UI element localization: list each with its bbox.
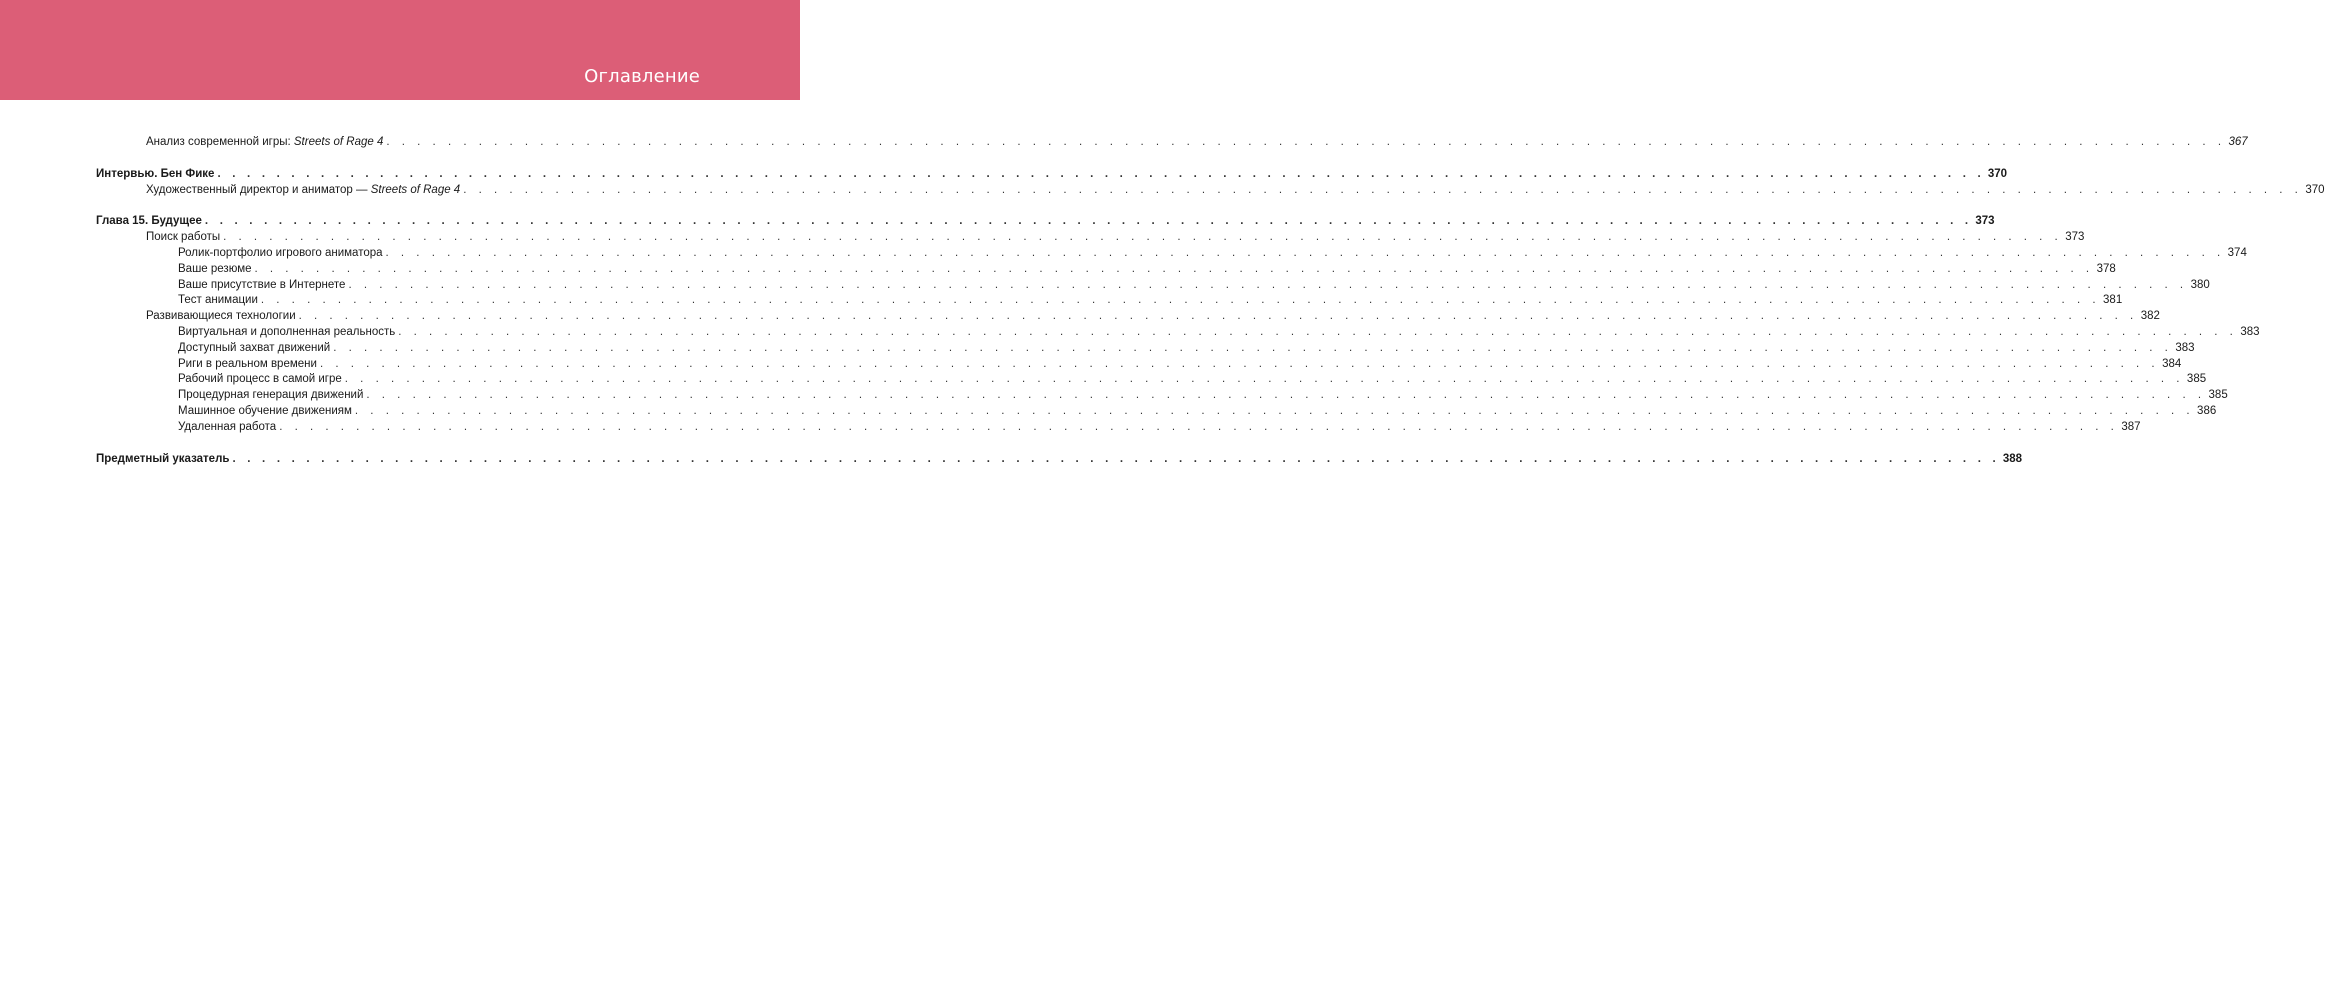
toc-entry-title-text: Художественный директор и аниматор — <box>146 183 371 196</box>
toc-entry-title <box>96 214 202 230</box>
toc-entry[interactable] <box>96 278 2210 294</box>
dot-leader: . . . . . . . . . . . . . . . . . . . . . . . . . . . . . . . . . . . . . . . . . . . . . . . . . . . . . . . . . . . . . . . . . . . . . . . . . . . . . . . . . . . . . . . . . . . . . . . . . . . . . . . . . . . . . . . . . . . . . . . . <box>223 231 2063 244</box>
toc-entry-title-text: Риги в реальном времени <box>178 357 317 370</box>
toc-entry-title <box>146 183 460 199</box>
toc-entry-title <box>178 246 383 262</box>
toc-entry[interactable] <box>96 388 2228 404</box>
toc-entry-page: 374 <box>2227 246 2247 259</box>
toc-entry-title <box>178 325 395 341</box>
toc-entry-page: 388 <box>2002 452 2023 465</box>
toc-entry-title <box>178 262 252 278</box>
toc-entry-page: 381 <box>2103 294 2123 307</box>
toc-entry-title <box>178 293 258 309</box>
section-gap <box>96 436 695 452</box>
section-gap <box>96 198 695 214</box>
toc-entry[interactable] <box>96 183 2325 199</box>
toc-entry-title <box>146 230 220 246</box>
toc-entry[interactable] <box>96 167 2008 183</box>
toc-entry-title-text: Ваше присутствие в Интернете <box>178 278 346 291</box>
dot-leader: . . . . . . . . . . . . . . . . . . . . . . . . . . . . . . . . . . . . . . . . . . . . . . . . . . . . . . . . . . . . . . . . . . . . . . . . . . . . . . . . . . . . . . . . . . . . . . . . . . . . . . . . . . . . . . . . . . . . . . . . <box>204 215 1973 228</box>
page-title: Оглавление <box>584 66 700 87</box>
toc-entry[interactable] <box>96 230 2085 246</box>
header-band <box>0 0 800 100</box>
toc-entry[interactable] <box>96 404 2217 420</box>
dot-leader: . . . . . . . . . . . . . . . . . . . . . . . . . . . . . . . . . . . . . . . . . . . . . . . . . . . . . . . . . . . . . . . . . . . . . . . . . . . . . . . . . . . . . . . . . . . . . . . . . . . . . . . . . . . . . . . . . . . . . . . . <box>398 325 2238 338</box>
toc-entry-title-text: Поиск работы <box>146 231 221 244</box>
toc-entry-title <box>178 420 276 436</box>
toc-entry-title-text: Доступный захват движений <box>178 341 331 354</box>
toc-entry-page: 380 <box>2190 278 2210 291</box>
toc-entry[interactable] <box>96 325 2260 341</box>
table-of-contents <box>96 135 2325 467</box>
toc-entry-title-text: Предметный указатель <box>96 452 230 465</box>
dot-leader: . . . . . . . . . . . . . . . . . . . . . . . . . . . . . . . . . . . . . . . . . . . . . . . . . . . . . . . . . . . . . . . . . . . . . . . . . . . . . . . . . . . . . . . . . . . . . . . . . . . . . . . . . . . . . . . . . . . . . . . . <box>385 246 2225 259</box>
dot-leader: . . . . . . . . . . . . . . . . . . . . . . . . . . . . . . . . . . . . . . . . . . . . . . . . . . . . . . . . . . . . . . . . . . . . . . . . . . . . . . . . . . . . . . . . . . . . . . . . . . . . . . . . . . . . . . . . . . . . . . . . <box>333 341 2173 354</box>
toc-entry[interactable] <box>96 372 2207 388</box>
dot-leader: . . . . . . . . . . . . . . . . . . . . . . . . . . . . . . . . . . . . . . . . . . . . . . . . . . . . . . . . . . . . . . . . . . . . . . . . . . . . . . . . . . . . . . . . . . . . . . . . . . . . . . . . . . . . . . . . . . . . . . . . <box>319 357 2160 370</box>
dot-leader: . . . . . . . . . . . . . . . . . . . . . . . . . . . . . . . . . . . . . . . . . . . . . . . . . . . . . . . . . . . . . . . . . . . . . . . . . . . . . . . . . . . . . . . . . . . . . . . . . . . . . . . . . . . . . . . . . . . . . . . . <box>254 262 2094 275</box>
toc-entry-title <box>96 452 229 468</box>
toc-entry-page: 383 <box>2175 341 2195 354</box>
toc-entry-page: 382 <box>2140 310 2160 323</box>
toc-entry[interactable] <box>96 341 2195 357</box>
dot-leader: . . . . . . . . . . . . . . . . . . . . . . . . . . . . . . . . . . . . . . . . . . . . . . . . . . . . . . . . . . . . . . . . . . . . . . . . . . . . . . . . . . . . . . . . . . . . . . . . . . . . . . . . . . . . . . . . . . . . . . . . <box>344 373 2184 386</box>
dot-leader: . . . . . . . . . . . . . . . . . . . . . . . . . . . . . . . . . . . . . . . . . . . . . . . . . . . . . . . . . . . . . . . . . . . . . . . . . . . . . . . . . . . . . . . . . . . . . . . . . . . . . . . . . . . . . . . . . . . . . . . . <box>298 310 2138 323</box>
toc-entry-page: 385 <box>2208 389 2228 402</box>
toc-entry-title-italic: Streets of Rage 4 <box>293 136 384 148</box>
toc-entry-page: 373 <box>2065 231 2085 244</box>
toc-entry[interactable] <box>96 214 1995 230</box>
toc-entry-title-text: Ролик-портфолио игрового аниматора <box>178 246 383 259</box>
toc-entry-page: 370 <box>2305 183 2325 196</box>
toc-entry-title <box>146 309 296 325</box>
toc-entry-title-text: Виртуальная и дополненная реальность <box>178 325 396 338</box>
toc-entry-page: 367 <box>2228 136 2248 148</box>
toc-entry-title <box>178 404 352 420</box>
toc-entry[interactable] <box>96 309 2160 325</box>
dot-leader: . . . . . . . . . . . . . . . . . . . . . . . . . . . . . . . . . . . . . . . . . . . . . . . . . . . . . . . . . . . . . . . . . . . . . . . . . . . . . . . . . . . . . . . . . . . . . . . . . . . . . . . . . . . . . . . . . . . . . . . . <box>217 167 1985 180</box>
toc-entry-title-text: Машинное обучение движениям <box>178 404 352 417</box>
toc-entry-title-text: Анализ современной игры: <box>146 136 294 148</box>
toc-entry[interactable] <box>96 357 2182 373</box>
toc-entry[interactable] <box>96 452 2023 468</box>
toc-entry-title <box>178 388 363 404</box>
toc-entry-page: 387 <box>2121 420 2141 433</box>
toc-entry-title-text: Удаленная работа <box>178 420 277 433</box>
toc-entry-page: 386 <box>2197 404 2217 417</box>
toc-entry[interactable] <box>96 293 2123 309</box>
dot-leader: . . . . . . . . . . . . . . . . . . . . . . . . . . . . . . . . . . . . . . . . . . . . . . . . . . . . . . . . . . . . . . . . . . . . . . . . . . . . . . . . . . . . . . . . . . . . . . . . . . . . . . . . . . . . . . . . . . . . . . . . <box>348 278 2188 291</box>
toc-entry-title-text: Тест анимации <box>178 294 258 307</box>
toc-entry-title <box>146 135 383 151</box>
dot-leader: . . . . . . . . . . . . . . . . . . . . . . . . . . . . . . . . . . . . . . . . . . . . . . . . . . . . . . . . . . . . . . . . . . . . . . . . . . . . . . . . . . . . . . . . . . . . . . . . . . . . . . . . . . . . . . . . . . . . . . . . <box>366 389 2206 402</box>
dot-leader: . . . . . . . . . . . . . . . . . . . . . . . . . . . . . . . . . . . . . . . . . . . . . . . . . . . . . . . . . . . . . . . . . . . . . . . . . . . . . . . . . . . . . . . . . . . . . . . . . . . . . . . . . . . . . . . . . . . . . . . . <box>386 136 2226 148</box>
dot-leader: . . . . . . . . . . . . . . . . . . . . . . . . . . . . . . . . . . . . . . . . . . . . . . . . . . . . . . . . . . . . . . . . . . . . . . . . . . . . . . . . . . . . . . . . . . . . . . . . . . . . . . . . . . . . . . . . . . . . . . . . <box>279 420 2119 433</box>
toc-entry-title-italic: Streets of Rage 4 <box>370 183 461 196</box>
toc-entry-title-text: Глава 15. Будущее <box>96 215 202 228</box>
section-gap <box>96 151 695 167</box>
dot-leader: . . . . . . . . . . . . . . . . . . . . . . . . . . . . . . . . . . . . . . . . . . . . . . . . . . . . . . . . . . . . . . . . . . . . . . . . . . . . . . . . . . . . . . . . . . . . . . . . . . . . . . . . . . . . . . . . . . . . . . . . <box>260 294 2101 307</box>
toc-entry-page: 373 <box>1975 215 1995 228</box>
toc-entry-page: 383 <box>2240 325 2260 338</box>
toc-entry-title-text: Развивающиеся технологии <box>146 310 296 323</box>
toc-entry-page: 384 <box>2162 357 2182 370</box>
toc-entry[interactable] <box>96 135 2248 151</box>
toc-entry-title <box>96 167 214 183</box>
toc-entry-title <box>178 341 330 357</box>
toc-entry-title <box>178 357 317 373</box>
toc-entry-title <box>178 278 345 294</box>
toc-entry[interactable] <box>96 246 2247 262</box>
dot-leader: . . . . . . . . . . . . . . . . . . . . . . . . . . . . . . . . . . . . . . . . . . . . . . . . . . . . . . . . . . . . . . . . . . . . . . . . . . . . . . . . . . . . . . . . . . . . . . . . . . . . . . . . . . . . . . . . . . . . . . . . <box>232 452 2000 465</box>
toc-entry-title-text: Процедурная генерация движений <box>178 389 364 402</box>
toc-entry-title-text: Рабочий процесс в самой игре <box>178 373 342 386</box>
toc-entry-page: 370 <box>1987 167 2008 180</box>
toc-entry-title-text: Интервью. Бен Фике <box>96 167 215 180</box>
dot-leader: . . . . . . . . . . . . . . . . . . . . . . . . . . . . . . . . . . . . . . . . . . . . . . . . . . . . . . . . . . . . . . . . . . . . . . . . . . . . . . . . . . . . . . . . . . . . . . . . . . . . . . . . . . . . . . . . . . . . . . . . <box>354 404 2195 417</box>
toc-entry-page: 385 <box>2186 373 2207 386</box>
toc-entry-page: 378 <box>2096 262 2116 275</box>
toc-entry-title <box>178 372 342 388</box>
toc-entry[interactable] <box>96 262 2116 278</box>
toc-entry-title-text: Ваше резюме <box>178 262 252 275</box>
dot-leader: . . . . . . . . . . . . . . . . . . . . . . . . . . . . . . . . . . . . . . . . . . . . . . . . . . . . . . . . . . . . . . . . . . . . . . . . . . . . . . . . . . . . . . . . . . . . . . . . . . . . . . . . . . . . . . . . . . . . . . . . <box>463 183 2303 196</box>
toc-entry[interactable] <box>96 420 2141 436</box>
